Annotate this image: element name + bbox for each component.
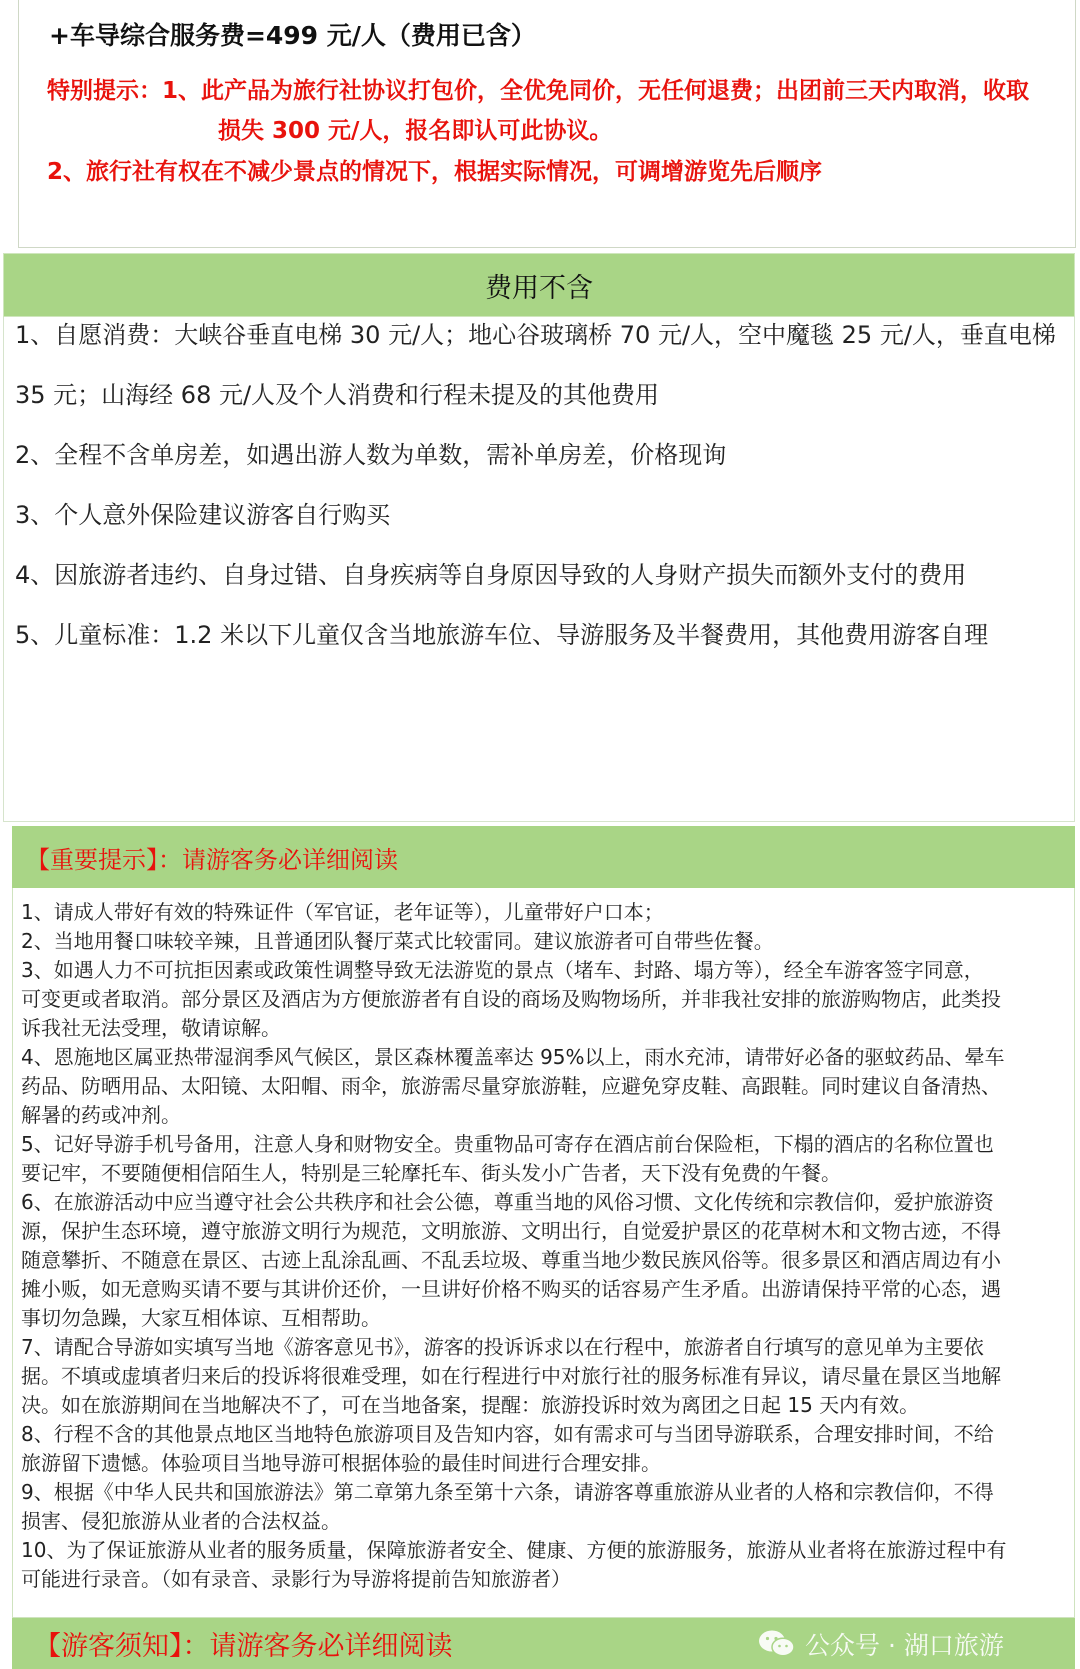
exclusions-section [3,317,1075,822]
important-line: 源，保护生态环境，遵守旅游文明行为规范，文明旅游、文明出行，自觉爱护景区的花草树木和文物古迹，不得 [21,1219,1001,1243]
important-line: 5、记好导游手机号备用，注意人身和财物安全。贵重物品可寄存在酒店前台保险柜，下榻的酒店的名称位置也 [21,1132,994,1156]
service-fee-line: +车导综合服务费=499 元/人（费用已含） [49,21,536,50]
important-line: 损害、侵犯旅游从业者的合法权益。 [21,1509,341,1533]
important-line: 7、请配合导游如实填写当地《游客意见书》，游客的投诉诉求以在行程中，旅游者自行填写的意见单为主要依 [21,1335,984,1359]
watermark-text: 公众号 · 湖口旅游 [805,1631,1004,1660]
fee-notice-box [18,0,1076,248]
tourist-notice-title: 【游客须知】：请游客务必详细阅读 [34,1631,453,1662]
special-notice-line-3: 2、旅行社有权在不减少景点的情况下，根据实际情况，可调增游览先后顺序 [47,159,823,185]
important-line: 事切勿急躁，大家互相体谅、互相帮助。 [21,1306,381,1330]
important-line: 3、如遇人力不可抗拒因素或政策性调整导致无法游览的景点（堵车、封路、塌方等），经全车游客签字同意， [21,958,984,982]
important-line: 9、根据《中华人民共和国旅游法》第二章第九条至第十六条，请游客尊重旅游从业者的人格和宗教信仰，不得 [21,1480,994,1504]
exclusion-line: 4、因旅游者违约、自身过错、自身疾病等自身原因导致的人身财产损失而额外支付的费用 [15,561,967,589]
important-line: 诉我社无法受理，敬请谅解。 [21,1016,281,1040]
important-line: 决。如在旅游期间在当地解决不了，可在当地备案，提醒：旅游投诉时效为离团之日起 15 天内有效。 [21,1393,920,1417]
important-line: 1、请成人带好有效的特殊证件（军官证，老年证等），儿童带好户口本； [21,900,664,924]
exclusion-line: 5、儿童标准：1.2 米以下儿童仅含当地旅游车位、导游服务及半餐费用，其他费用游客自理 [15,621,989,649]
important-line: 可能进行录音。（如有录音、录影行为导游将提前告知旅游者） [21,1567,571,1591]
important-title: 【重要提示】：请游客务必详细阅读 [26,845,398,874]
wechat-icon [757,1628,797,1660]
exclusions-title: 费用不含 [485,272,593,304]
important-line: 解暑的药或冲剂。 [21,1103,181,1127]
important-line: 6、在旅游活动中应当遵守社会公共秩序和社会公德，尊重当地的风俗习惯、文化传统和宗教信仰，爱护旅游资 [21,1190,994,1214]
exclusion-line: 3、个人意外保险建议游客自行购买 [15,501,391,529]
important-line: 随意攀折、不随意在景区、古迹上乱涂乱画、不乱丢垃圾、尊重当地少数民族风俗等。很多景区和酒店周边有小 [21,1248,1001,1272]
important-line: 可变更或者取消。部分景区及酒店为方便旅游者有自设的商场及购物场所，并非我社安排的旅游购物店，此类投 [21,987,1001,1011]
important-line: 据。不填或虚填者归来后的投诉将很难受理，如在行程进行中对旅行社的服务标准有异议，请尽量在景区当地解 [21,1364,1001,1388]
special-notice-line-2: 损失 300 元/人，报名即认可此协议。 [218,118,613,144]
important-line: 10、为了保证旅游从业者的服务质量，保障旅游者安全、健康、方便的旅游服务，旅游从业者将在旅游过程中有 [21,1538,1007,1562]
important-header [12,826,1075,888]
important-line: 旅游留下遗憾。体验项目当地导游可根据体验的最佳时间进行合理安排。 [21,1451,661,1475]
important-line: 2、当地用餐口味较辛辣，且普通团队餐厅菜式比较雷同。建议旅游者可自带些佐餐。 [21,929,774,953]
special-notice-line-1: 特别提示：1、此产品为旅行社协议打包价，全优免同价，无任何退费；出团前三天内取消，收取 [47,78,1030,104]
important-line: 要记牢，不要随便相信陌生人，特别是三轮摩托车、街头发小广告者，天下没有免费的午餐。 [21,1161,841,1185]
watermark [757,1626,1004,1662]
exclusions-header [3,253,1075,317]
exclusion-line: 35 元；山海经 68 元/人及个人消费和行程未提及的其他费用 [15,381,660,409]
important-line: 药品、防晒用品、太阳镜、太阳帽、雨伞，旅游需尽量穿旅游鞋，应避免穿皮鞋、高跟鞋。同时建议自备清热、 [21,1074,1001,1098]
important-section [12,888,1075,1618]
exclusion-line: 2、全程不含单房差，如遇出游人数为单数，需补单房差，价格现询 [15,441,727,469]
exclusion-line: 1、自愿消费：大峡谷垂直电梯 30 元/人；地心谷玻璃桥 70 元/人，空中魔毯 25 元/人，垂直电梯 [15,321,1056,349]
important-line: 4、恩施地区属亚热带湿润季风气候区，景区森林覆盖率达 95%以上，雨水充沛，请带好必备的驱蚊药品、晕车 [21,1045,1005,1069]
important-line: 摊小贩，如无意购买请不要与其讲价还价，一旦讲好价格不购买的话容易产生矛盾。出游请保持平常的心态，遇 [21,1277,1001,1301]
important-line: 8、行程不含的其他景点地区当地特色旅游项目及告知内容，如有需求可与当团导游联系，合理安排时间，不给 [21,1422,994,1446]
